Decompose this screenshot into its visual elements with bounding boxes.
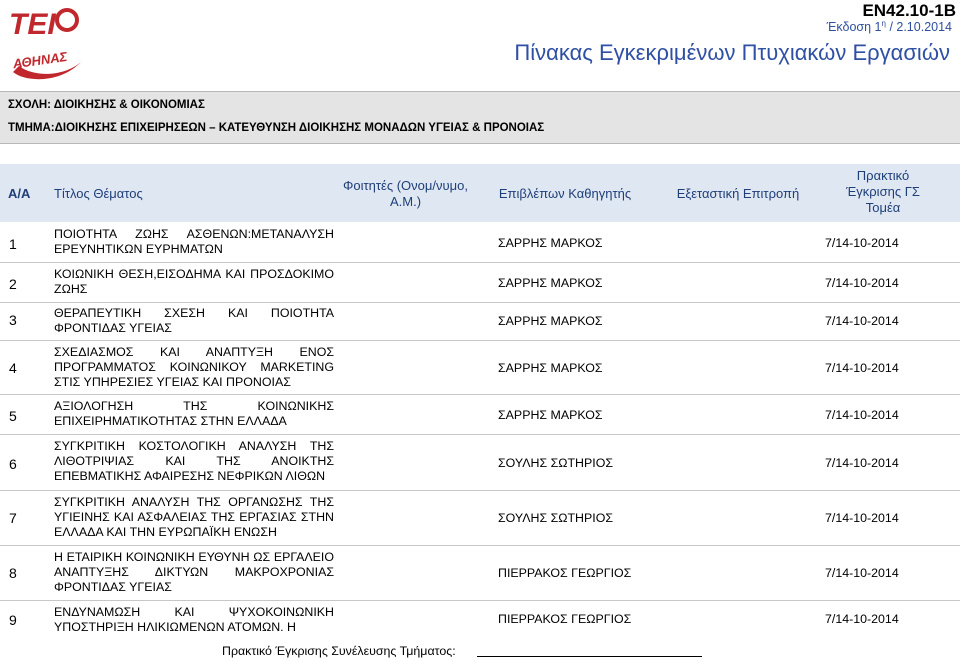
row-title: ΣΧΕΔΙΑΣΜΟΣ ΚΑΙ ΑΝΑΠΤΥΞΗ ΕΝΟΣ ΠΡΟΓΡΑΜΜΑΤΟΣ ΚΟΙΝΩΝΙΚΟΥ MARKETING ΣΤΙΣ ΥΠΗΡΕΣΙΕΣ ΥΓΕΙΑΣ ΚΑΙ ΠΡΟΝΟΙΑΣ (54, 345, 334, 389)
row-supervisor: ΣΑΡΡΗΣ ΜΑΡΚΟΣ (498, 236, 603, 250)
col-header-committee: Εξεταστική Επιτροπή (676, 186, 800, 201)
row-date: 7/14-10-2014 (825, 314, 899, 328)
row-title: ΠΟΙΟΤΗΤΑ ΖΩΗΣ ΑΣΘΕΝΩΝ:ΜΕΤΑΝΑΛΥΣΗ ΕΡΕΥΝΗΤΙΚΩΝ ΕΥΡΗΜΑΤΩΝ (54, 227, 334, 256)
version-label: Έκδοση $1^\eta / 2.10.2014$ (826, 19, 952, 35)
row-title: ΘΕΡΑΠΕΥΤΙΚΗ ΣΧΕΣΗ ΚΑΙ ΠΟΙΟΤΗΤΑ ΦΡΟΝΤΙΔΑΣ ΥΓΕΙΑΣ (54, 306, 334, 335)
row-supervisor: ΣΟΥΛΗΣ ΣΩΤΗΡΙΟΣ (498, 456, 614, 470)
row-title: ΣΥΓΚΡΙΤΙΚΗ ΚΟΣΤΟΛΟΓΙΚΗ ΑΝΑΛΥΣΗ ΤΗΣ ΛΙΘΟΤΡΙΨΙΑΣ ΚΑΙ ΤΗΣ ΑΝΟΙΚΤΗΣ ΕΠΕΒΜΑΤΙΚΗΣ ΑΦΑΙΡΕΣΗΣ ΝΕΦΡΙΚΩΝ ΛΙΘΩΝ (54, 439, 334, 483)
signature-line (477, 656, 702, 657)
row-supervisor: ΠΙΕΡΡΑΚΟΣ ΓΕΩΡΓΙΟΣ (498, 612, 632, 626)
row-number: 5 (9, 408, 17, 424)
row-date: 7/14-10-2014 (825, 612, 899, 626)
row-date: 7/14-10-2014 (825, 511, 899, 525)
row-number: 8 (9, 565, 17, 581)
col-header-supervisor: Επιβλέπων Καθηγητής (498, 186, 632, 201)
row-number: 2 (9, 276, 17, 292)
row-date: 7/14-10-2014 (825, 566, 899, 580)
col-header-minutes: Πρακτικό Έγκρισης ΓΣ Τομέα (846, 168, 920, 215)
row-divider (0, 545, 960, 546)
row-number: 9 (9, 612, 17, 628)
document-code: EN42.10-1B (862, 1, 956, 20)
row-supervisor: ΣΑΡΡΗΣ ΜΑΡΚΟΣ (498, 361, 603, 375)
row-divider (0, 302, 960, 303)
row-divider (0, 340, 960, 341)
row-number: 4 (9, 360, 17, 376)
row-title: ΕΝΔΥΝΑΜΩΣΗ ΚΑΙ ΨΥΧΟΚΟΙΝΩΝΙΚΗ ΥΠΟΣΤΗΡΙΞΗ ΗΛΙΚΙΩΜΕΝΩΝ ΑΤΟΜΩΝ. Η (54, 605, 334, 634)
row-number: 3 (9, 312, 17, 328)
row-divider (0, 490, 960, 491)
table-header (0, 164, 960, 222)
col-header-aa: Α/Α (8, 186, 31, 201)
row-date: 7/14-10-2014 (825, 276, 899, 290)
department-label: ΤΜΗΜΑ:ΔΙΟΙΚΗΣΗΣ ΕΠΙΧΕΙΡΗΣΕΩΝ – ΚΑΤΕΥΘΥΝΣΗ ΔΙΟΙΚΗΣΗΣ ΜΟΝΑΔΩΝ ΥΓΕΙΑΣ & ΠΡΟΝΟΙΑΣ (8, 122, 545, 134)
school-label: ΣΧΟΛΗ: ΔΙΟΙΚΗΣΗΣ & ΟΙΚΟΝΟΜΙΑΣ (8, 99, 205, 111)
row-supervisor: ΣΑΡΡΗΣ ΜΑΡΚΟΣ (498, 276, 603, 290)
row-divider (0, 434, 960, 435)
row-title: ΚΟΙΩΝΙΚΗ ΘΕΣΗ,ΕΙΣΟΔΗΜΑ ΚΑΙ ΠΡΟΣΔΟΚΙΜΟ ΖΩΗΣ (54, 267, 334, 296)
row-date: 7/14-10-2014 (825, 236, 899, 250)
col-header-students: Φοιτητές (Ονομ/νυμο, Α.Μ.) (343, 178, 468, 209)
row-supervisor: ΣΑΡΡΗΣ ΜΑΡΚΟΣ (498, 314, 603, 328)
row-title: Η ΕΤΑΙΡΙΚΗ ΚΟΙΝΩΝΙΚΗ ΕΥΘΥΝΗ ΩΣ ΕΡΓΑΛΕΙΟ ΑΝΑΠΤΥΞΗΣ ΔΙΚΤΥΩΝ ΜΑΚΡΟΧΡΟΝΙΑΣ ΦΡΟΝΤΙΔΑΣ ΥΓΕΙΑΣ (54, 550, 334, 594)
row-supervisor: ΣΟΥΛΗΣ ΣΩΤΗΡΙΟΣ (498, 511, 614, 525)
row-date: 7/14-10-2014 (825, 456, 899, 470)
row-divider (0, 262, 960, 263)
row-supervisor: ΣΑΡΡΗΣ ΜΑΡΚΟΣ (498, 408, 603, 422)
row-divider (0, 600, 960, 601)
page-title: Πίνακας Εγκεκριμένων Πτυχιακών Εργασιών (514, 40, 950, 65)
svg-text:ΑΘΗΝΑΣ: ΑΘΗΝΑΣ (11, 48, 69, 72)
svg-text:ΤΕΙ: ΤΕΙ (9, 8, 56, 41)
row-date: 7/14-10-2014 (825, 408, 899, 422)
row-supervisor: ΠΙΕΡΡΑΚΟΣ ΓΕΩΡΓΙΟΣ (498, 566, 632, 580)
col-header-title: Τίτλος Θέματος (54, 186, 143, 201)
row-title: ΣΥΓΚΡΙΤΙΚΗ ΑΝΑΛΥΣΗ ΤΗΣ ΟΡΓΑΝΩΣΗΣ ΤΗΣ ΥΓΙΕΙΝΗΣ ΚΑΙ ΑΣΦΑΛΕΙΑΣ ΤΗΣ ΕΡΓΑΣΙΑΣ ΣΤΗΝ ΕΛΛΑΔΑ ΚΑΙ ΤΗΝ ΕΥΡΩΠΑΪΚΗ ΕΝΩΣΗ (54, 495, 334, 539)
row-number: 6 (9, 456, 17, 472)
row-number: 7 (9, 510, 17, 526)
tei-athinas-logo (5, 2, 87, 88)
approval-footer-label: Πρακτικό Έγκρισης Συνέλευσης Τμήματος: (222, 644, 456, 658)
row-title: ΑΞΙΟΛΟΓΗΣΗ ΤΗΣ ΚΟΙΝΩΝΙΚΗΣ ΕΠΙΧΕΙΡΗΜΑΤΙΚΟΤΗΤΑΣ ΣΤΗΝ ΕΛΛΑΔΑ (54, 399, 334, 428)
row-number: 1 (9, 236, 17, 252)
row-divider (0, 394, 960, 395)
row-date: 7/14-10-2014 (825, 361, 899, 375)
